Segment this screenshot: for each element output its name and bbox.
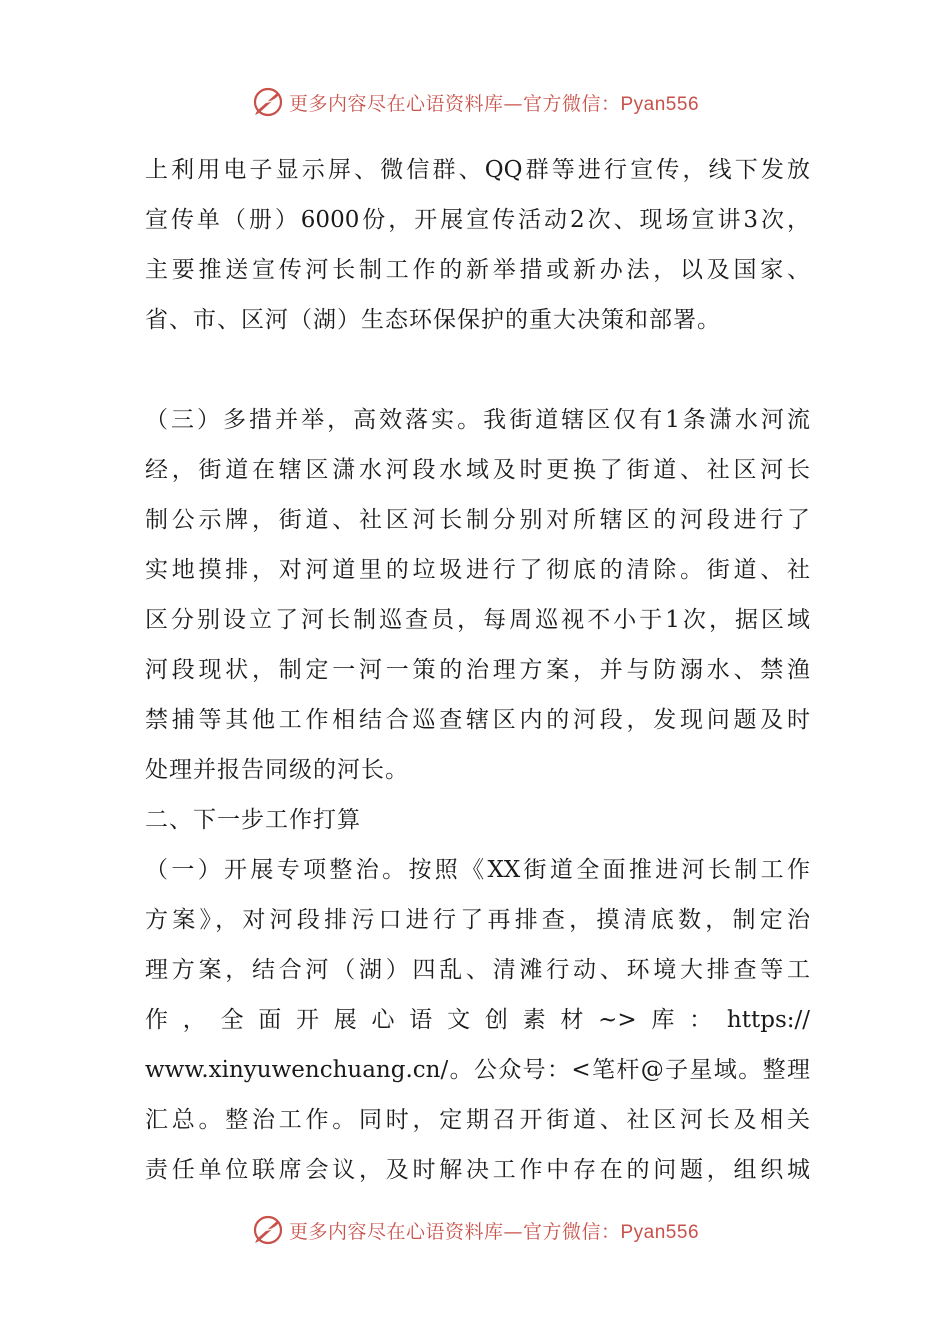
paragraph-line: 上利用电子显示屏、微信群、QQ群等进行宣传，线下发放 (145, 157, 810, 183)
paragraph-line: 宣传单（册）6000份，开展宣传活动2次、现场宣讲3次， (145, 207, 810, 233)
paragraph-line: 汇总。整治工作。同时，定期召开街道、社区河长及相关 (145, 1107, 810, 1133)
section-heading: 二、下一步工作打算 (145, 807, 361, 833)
paragraph-line: 处理并报告同级的河长。 (145, 757, 409, 783)
paragraph-line: （三）多措并举，高效落实。我街道辖区仅有1条潇水河流 (145, 407, 810, 433)
paragraph-line: 方案》，对河段排污口进行了再排查，摸清底数，制定治 (145, 907, 810, 933)
banner-text: 更多内容尽在心语资料库—官方微信：Pyan556 (288, 92, 700, 115)
banner-text: 更多内容尽在心语资料库—官方微信：Pyan556 (288, 1220, 700, 1243)
paragraph-line: 省、市、区河（湖）生态环保保护的重大决策和部署。 (145, 307, 721, 333)
document-body (145, 145, 810, 1195)
paragraph-line: 主要推送宣传河长制工作的新举措或新办法，以及国家、 (145, 257, 810, 283)
wechat-id: Pyan556 (620, 1221, 700, 1243)
pen-logo-icon (251, 1213, 285, 1247)
paragraph-line: 河段现状，制定一河一策的治理方案，并与防溺水、禁渔 (145, 657, 810, 683)
paragraph-line: 制公示牌，街道、社区河长制分别对所辖区的河段进行了 (145, 507, 810, 533)
paragraph-line: （一）开展专项整治。按照《XX街道全面推进河长制工作 (145, 857, 810, 883)
paragraph-line: 理方案，结合河（湖）四乱、清滩行动、环境大排查等工 (145, 957, 810, 983)
wechat-id: Pyan556 (620, 93, 700, 115)
blank-line (145, 345, 810, 395)
paragraph-line: www.xinyuwenchuang.cn/。公众号：<笔杆@子星域。整理 (145, 1057, 810, 1083)
pen-logo-icon (251, 85, 285, 119)
paragraph-line: 禁捕等其他工作相结合巡查辖区内的河段，发现问题及时 (145, 707, 810, 733)
paragraph-line: 区分别设立了河长制巡查员，每周巡视不小于1次，据区域 (145, 607, 810, 633)
paragraph-line: 作，全面开展心语文创素材~>库：https:// (145, 1007, 810, 1033)
footer-banner (0, 1210, 950, 1250)
paragraph-line: 实地摸排，对河道里的垃圾进行了彻底的清除。街道、社 (145, 557, 810, 583)
paragraph-line: 责任单位联席会议，及时解决工作中存在的问题，组织城 (145, 1157, 810, 1183)
header-banner (0, 82, 950, 122)
paragraph-line: 经，街道在辖区潇水河段水域及时更换了街道、社区河长 (145, 457, 810, 483)
